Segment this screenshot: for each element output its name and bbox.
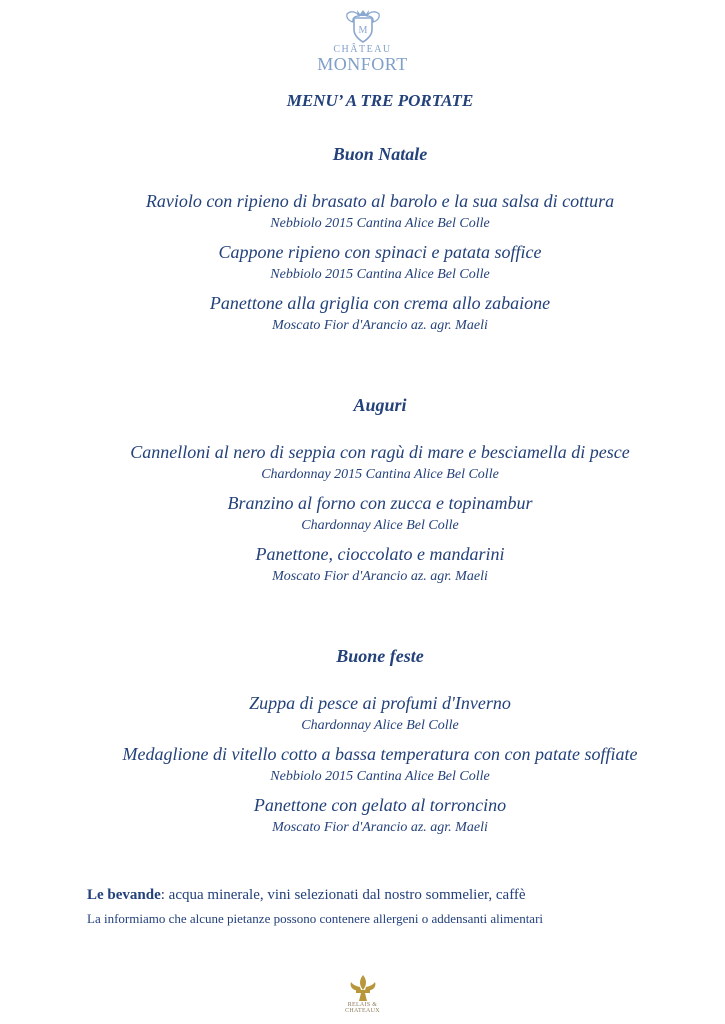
allergy-note: La informiamo che alcune pietanze possono contenere allergeni o addensanti alimentari [87, 911, 544, 926]
wine-pairing: Moscato Fior d'Arancio az. agr. Maeli [272, 318, 488, 333]
wine-pairing: Nebbiolo 2015 Cantina Alice Bel Colle [270, 267, 490, 282]
drinks-text: : acqua minerale, vini selezionati dal nostro sommelier, caffè [160, 887, 526, 903]
wine-pairing: Chardonnay 2015 Cantina Alice Bel Colle [261, 467, 499, 482]
wine-pairing: Chardonnay Alice Bel Colle [301, 718, 459, 733]
menu-section-buone-feste [0, 645, 725, 844]
menu-section-auguri [0, 394, 725, 593]
chateau-monfort-logo [0, 8, 725, 73]
wine-pairing: Nebbiolo 2015 Cantina Alice Bel Colle [270, 216, 490, 231]
menu-section-buon-natale [0, 143, 725, 342]
rc-text-chateaux: CHATEAUX [345, 1008, 380, 1014]
dish-name: Raviolo con ripieno di brasato al barolo e la sua salsa di cottura [145, 191, 615, 211]
svg-text:M: M [358, 25, 367, 36]
wine-pairing: Chardonnay Alice Bel Colle [301, 518, 459, 533]
drinks-label: Le bevande [87, 887, 161, 903]
dish-name: Medaglione di vitello cotto a bassa temperatura con con patate soffiate [122, 744, 638, 764]
dish-name: Branzino al forno con zucca e topinambur [227, 493, 533, 513]
section-title: Buon Natale [332, 144, 428, 164]
dish-name: Zuppa di pesce ai profumi d'Inverno [249, 693, 511, 713]
dish-name: Panettone con gelato al torroncino [253, 795, 507, 815]
menu-title: MENU’ A TRE PORTATE [286, 91, 474, 110]
fleur-de-lis-icon [346, 974, 380, 1002]
drinks-note [87, 885, 543, 905]
section-title: Auguri [353, 395, 407, 415]
dish-name: Panettone alla griglia con crema allo zabaione [209, 293, 551, 313]
dish-name: Cappone ripieno con spinaci e patata soffice [218, 242, 542, 262]
relais-chateaux-logo [0, 974, 725, 1014]
rc-text-relais: RELAIS & [347, 1002, 378, 1008]
logo-text-chateau: CHÂTEAU [333, 44, 392, 55]
section-title: Buone feste [336, 646, 424, 666]
wine-pairing: Nebbiolo 2015 Cantina Alice Bel Colle [270, 769, 490, 784]
wine-pairing: Moscato Fior d'Arancio az. agr. Maeli [272, 569, 488, 584]
dish-name: Cannelloni al nero di seppia con ragù di mare e besciamella di pesce [130, 442, 630, 462]
crest-icon [343, 8, 383, 44]
logo-text-monfort: MONFORT [317, 54, 408, 74]
wine-pairing: Moscato Fior d'Arancio az. agr. Maeli [272, 820, 488, 835]
menu-notes [87, 885, 543, 929]
dish-name: Panettone, cioccolato e mandarini [255, 544, 505, 564]
